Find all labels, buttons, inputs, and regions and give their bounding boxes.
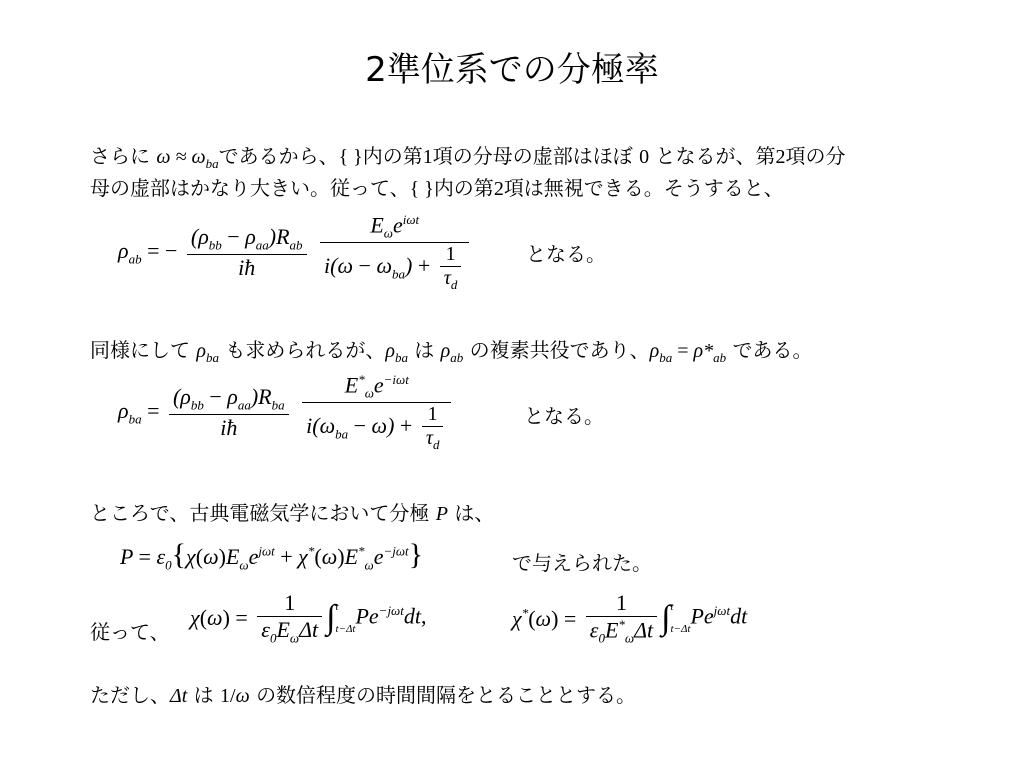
math: P: [435, 503, 448, 525]
text: 0: [639, 146, 650, 168]
paragraph-line-3: [90, 334, 812, 366]
equation-rho-ba: $\rho_{ba}$ = $\frac{(\rho_{bb} - \rho_{aa})R_{ba}}{iħ}$ $E^*_\omega e^{-i\omega t}$ $i(\omega_{ba} - \omega)$ + $\frac{1}{\tau_d}$: [118, 372, 455, 453]
text: 項の分母の虚部はほぼ: [432, 144, 633, 168]
text: ところで、古典電磁気学において分極: [90, 501, 430, 525]
equation-polarization: $P = \varepsilon_0\{\chi(\omega)E_\omega e^{j\omega t} + \chi^*(\omega)E^*_\omega e^{-j\omega t}\}$: [120, 538, 424, 573]
page-title: 2準位系での分極率: [365, 50, 659, 90]
math: Δt: [170, 685, 188, 707]
text: は、: [454, 501, 495, 525]
text: となる。: [524, 404, 604, 428]
math: $\rho_{ba} = \rho*_{ab}$: [649, 340, 727, 365]
equation-rho-ab: $\rho_{ab}$ = − $\frac{(\rho_{bb} - \rho_{aa})R_{ab}}{iħ}$ $E_\omega e^{i\omega t}$ $i(\omega - \omega_{ba})$ + $\frac{1}{\tau_d}$: [118, 212, 473, 293]
text: 2: [775, 146, 786, 168]
paragraph-line-4: [90, 497, 494, 526]
paragraph-line-6: [90, 679, 636, 708]
text: 項の分: [785, 144, 846, 168]
math-braces: { }: [409, 178, 434, 200]
text: 内の第: [362, 144, 423, 168]
text: 同様にして: [90, 338, 190, 362]
text: 従って、: [90, 620, 170, 644]
paragraph-line-1: [90, 140, 846, 172]
text: 1: [422, 146, 433, 168]
paragraph-line-5: [90, 616, 170, 645]
text: で与えられた。: [512, 551, 652, 575]
math: $\rho_{ba}$: [385, 340, 408, 365]
text: であるから、: [218, 144, 339, 168]
math-omega-approx: $\omega \approx \omega_{ba}$: [156, 146, 219, 171]
equation-chi: χ(ω) = $\frac{1}{\varepsilon_0E_\omega\Delta t}$ ∫t t−ΔtPe$^{-j\omega t}$dt,: [190, 590, 427, 646]
math-braces: { }: [338, 146, 363, 168]
text: 内の第: [433, 176, 494, 200]
text: さらに: [90, 144, 150, 168]
math: 1/ω: [220, 685, 250, 707]
text: の数倍程度の時間間隔をとることとする。: [256, 683, 637, 707]
paragraph-line-2: [90, 172, 784, 201]
text: である。: [732, 338, 813, 362]
text: 2: [493, 178, 504, 200]
text: となるが、第: [655, 144, 776, 168]
math: $\rho_{ba}$: [196, 340, 219, 365]
text: は: [193, 683, 214, 707]
equation-chi-conj: χ*(ω) = $\frac{1}{\varepsilon_0E^*_\omega\Delta t}$ ∫t t−ΔtPe$^{j\omega t}$dt: [512, 590, 748, 646]
text: も求められるが、: [225, 338, 386, 362]
text: の複素共役であり、: [469, 338, 650, 362]
text: ただし、: [90, 683, 170, 707]
text: 項は無視できる。そうすると、: [503, 176, 784, 200]
text: は: [414, 338, 435, 362]
math: $\rho_{ab}$: [440, 340, 464, 365]
text: 母の虚部はかなり大きい。従って、: [90, 176, 410, 200]
text: となる。: [526, 242, 606, 266]
